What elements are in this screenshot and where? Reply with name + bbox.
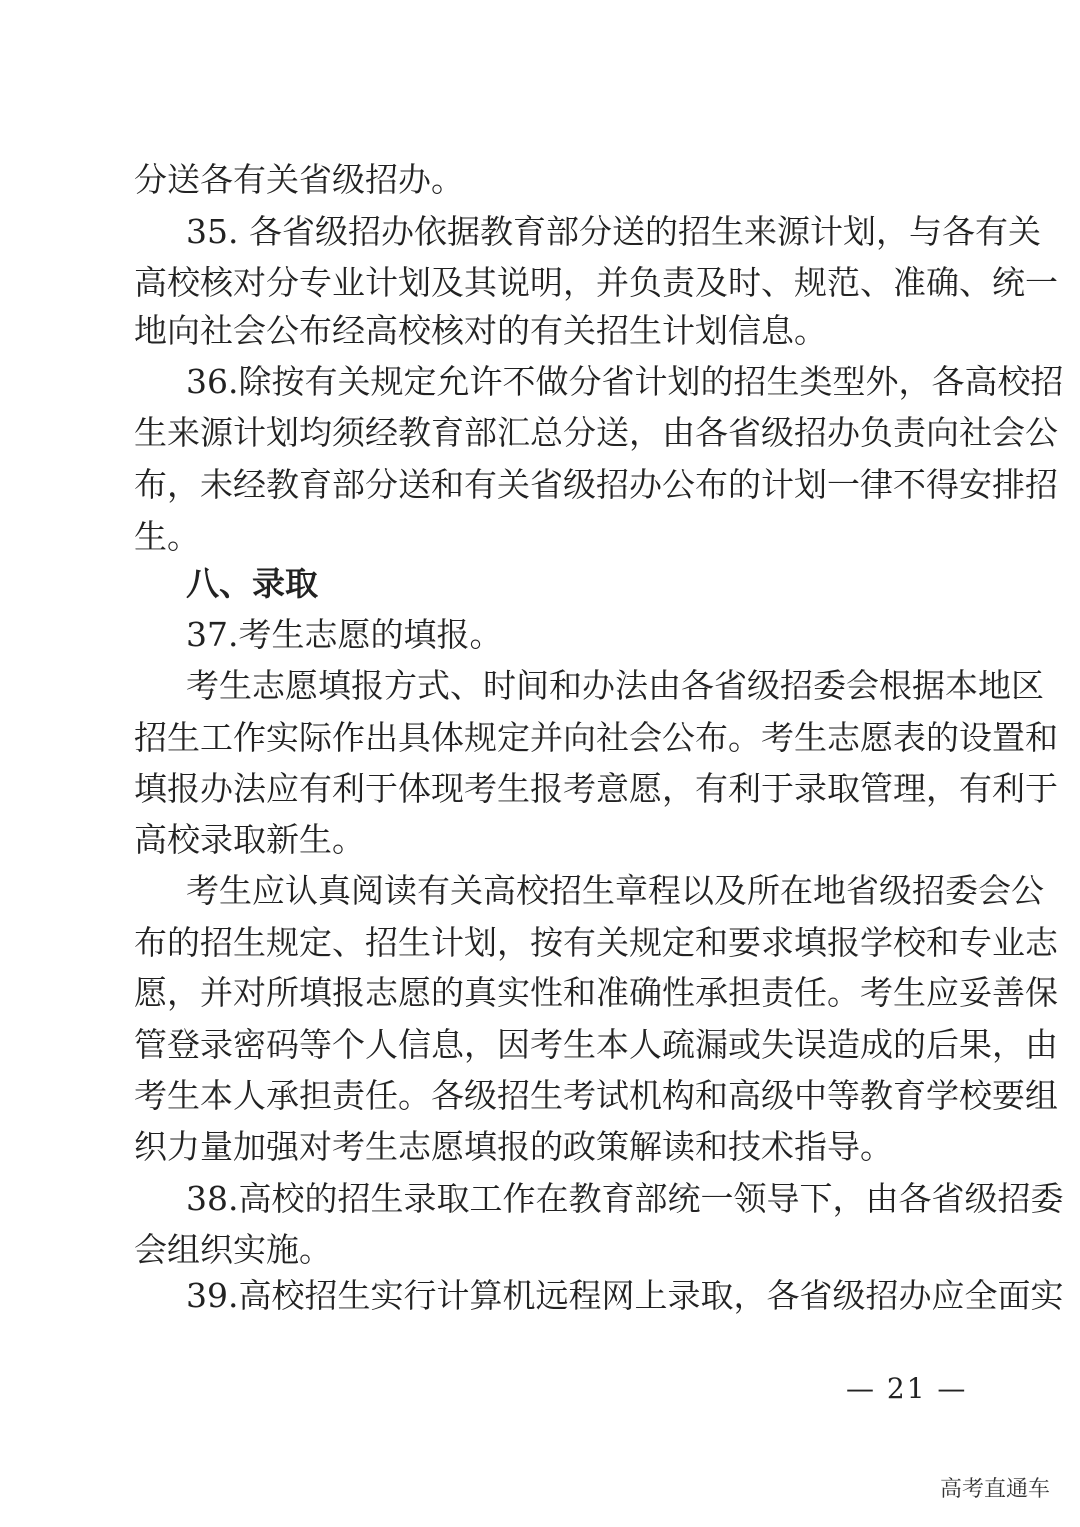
text-line: 35. 各省级招办依据教育部分送的招生来源计划，与各有关 — [186, 212, 1041, 251]
section-heading: 八、录取 — [186, 564, 318, 603]
text-line: 考生志愿填报方式、时间和办法由各省级招委会根据本地区 — [186, 666, 1044, 705]
page-number: — 21 — — [846, 1372, 968, 1405]
text-line: 布的招生规定、招生计划，按有关规定和要求填报学校和专业志 — [134, 923, 1058, 962]
text-line: 管登录密码等个人信息，因考生本人疏漏或失误造成的后果，由 — [134, 1025, 1058, 1064]
text-line: 愿，并对所填报志愿的真实性和准确性承担责任。考生应妥善保 — [134, 973, 1058, 1012]
text-line: 分送各有关省级招办。 — [134, 160, 464, 199]
text-line: 填报办法应有利于体现考生报考意愿，有利于录取管理，有利于 — [134, 769, 1058, 808]
text-line: 39.高校招生实行计算机远程网上录取，各省级招办应全面实 — [186, 1276, 1064, 1315]
text-line: 布，未经教育部分送和有关省级招办公布的计划一律不得安排招 — [134, 465, 1058, 504]
text-line: 高校录取新生。 — [134, 820, 365, 859]
text-line: 考生本人承担责任。各级招生考试机构和高级中等教育学校要组 — [134, 1076, 1058, 1115]
text-line: 地向社会公布经高校核对的有关招生计划信息。 — [134, 311, 827, 350]
text-line: 生来源计划均须经教育部汇总分送，由各省级招办负责向社会公 — [134, 413, 1058, 452]
text-line: 38.高校的招生录取工作在教育部统一领导下，由各省级招委 — [186, 1179, 1064, 1218]
text-line: 会组织实施。 — [134, 1230, 332, 1269]
text-line: 37.考生志愿的填报。 — [186, 615, 503, 654]
text-line: 生。 — [134, 517, 200, 556]
text-line: 高校核对分专业计划及其说明，并负责及时、规范、准确、统一 — [134, 263, 1058, 302]
text-line: 招生工作实际作出具体规定并向社会公布。考生志愿表的设置和 — [134, 718, 1058, 757]
watermark: 高考直通车 — [940, 1477, 1051, 1502]
text-line: 36.除按有关规定允许不做分省计划的招生类型外，各高校招 — [186, 362, 1064, 401]
text-line: 考生应认真阅读有关高校招生章程以及所在地省级招委会公 — [186, 871, 1044, 910]
text-line: 织力量加强对考生志愿填报的政策解读和技术指导。 — [134, 1127, 893, 1166]
